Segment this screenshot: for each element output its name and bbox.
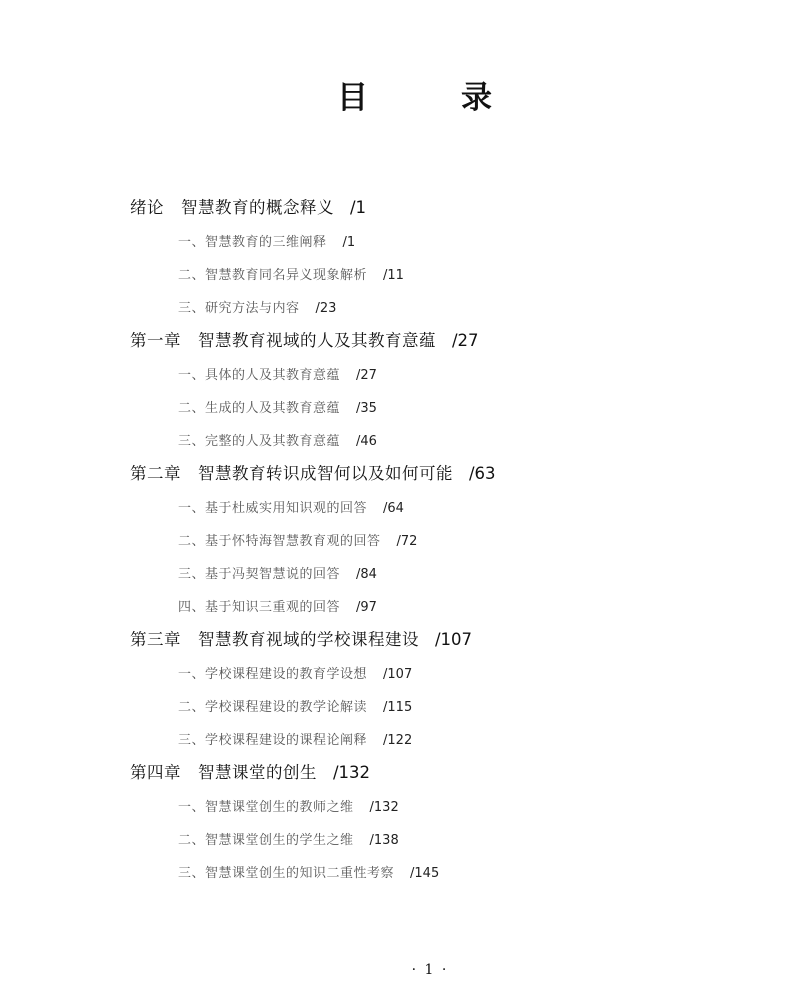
toc-page-number: /132 [369, 800, 399, 815]
toc-page-number: /35 [356, 401, 377, 416]
toc-label: 二、学校课程建设的教学论解读 [178, 700, 368, 715]
toc-label: 三、学校课程建设的课程论阐释 [178, 733, 368, 748]
toc-section-18[interactable] [178, 796, 399, 815]
toc-label: 第三章 智慧教育视域的学校课程建设 [130, 630, 419, 649]
toc-page-number: /107 [383, 667, 413, 682]
toc-chapter-0[interactable] [130, 194, 366, 218]
toc-label: 一、智慧课堂创生的教师之维 [178, 800, 354, 815]
toc-page-number: /27 [356, 368, 377, 383]
toc-label: 二、智慧教育同名异义现象解析 [178, 268, 368, 283]
toc-label: 二、基于怀特海智慧教育观的回答 [178, 534, 381, 549]
toc-section-2[interactable] [178, 264, 404, 283]
toc-label: 一、基于杜威实用知识观的回答 [178, 501, 368, 516]
toc-section-1[interactable] [178, 231, 355, 250]
toc-page-number: /1 [342, 235, 356, 250]
toc-label: 绪论 智慧教育的概念释义 [130, 198, 334, 217]
toc-section-11[interactable] [178, 563, 377, 582]
toc-page-number: /84 [356, 567, 377, 582]
toc-chapter-3[interactable] [130, 626, 472, 650]
toc-page-number: /132 [333, 763, 371, 782]
toc-page-number: /1 [350, 198, 367, 217]
toc-page-number: /145 [410, 866, 440, 881]
toc-page-number: /64 [383, 501, 404, 516]
toc-page-number: /46 [356, 434, 377, 449]
toc-label: 第二章 智慧教育转识成智何以及如何可能 [130, 464, 453, 483]
toc-page-number: /72 [396, 534, 418, 549]
toc-page-number: /97 [356, 600, 377, 615]
toc-label: 三、完整的人及其教育意蕴 [178, 434, 341, 449]
toc-section-9[interactable] [178, 497, 404, 516]
toc-page-number: /11 [383, 268, 404, 283]
toc-section-12[interactable] [178, 596, 377, 615]
toc-chapter-4[interactable] [130, 759, 370, 783]
toc-section-20[interactable] [178, 862, 439, 881]
page-number-footer: · 1 · [411, 962, 449, 978]
toc-chapter-1[interactable] [130, 327, 479, 351]
toc-label: 第一章 智慧教育视域的人及其教育意蕴 [130, 331, 436, 350]
toc-section-19[interactable] [178, 829, 399, 848]
toc-section-3[interactable] [178, 297, 336, 316]
toc-label: 二、智慧课堂创生的学生之维 [178, 833, 354, 848]
page-title: 目 录 [337, 80, 523, 116]
toc-label: 三、研究方法与内容 [178, 301, 300, 316]
toc-page-number: /23 [315, 301, 337, 316]
toc-section-6[interactable] [178, 397, 377, 416]
toc-page-number: /63 [469, 464, 496, 483]
toc-label: 三、基于冯契智慧说的回答 [178, 567, 341, 582]
toc-section-16[interactable] [178, 729, 412, 748]
toc-section-10[interactable] [178, 530, 417, 549]
toc-page-number: /27 [452, 331, 479, 350]
toc-label: 一、学校课程建设的教育学设想 [178, 667, 368, 682]
toc-page-number: /107 [435, 630, 473, 649]
toc-label: 第四章 智慧课堂的创生 [130, 763, 317, 782]
toc-label: 二、生成的人及其教育意蕴 [178, 401, 341, 416]
toc-label: 一、具体的人及其教育意蕴 [178, 368, 341, 383]
toc-page-number: /138 [369, 833, 399, 848]
toc-section-5[interactable] [178, 364, 377, 383]
toc-label: 一、智慧教育的三维阐释 [178, 235, 327, 250]
toc-label: 三、智慧课堂创生的知识二重性考察 [178, 866, 395, 881]
toc-section-14[interactable] [178, 663, 412, 682]
toc-section-15[interactable] [178, 696, 412, 715]
toc-page-number: /115 [383, 700, 413, 715]
toc-label: 四、基于知识三重观的回答 [178, 600, 341, 615]
toc-chapter-2[interactable] [130, 460, 496, 484]
toc-section-7[interactable] [178, 430, 377, 449]
toc-page-number: /122 [383, 733, 413, 748]
